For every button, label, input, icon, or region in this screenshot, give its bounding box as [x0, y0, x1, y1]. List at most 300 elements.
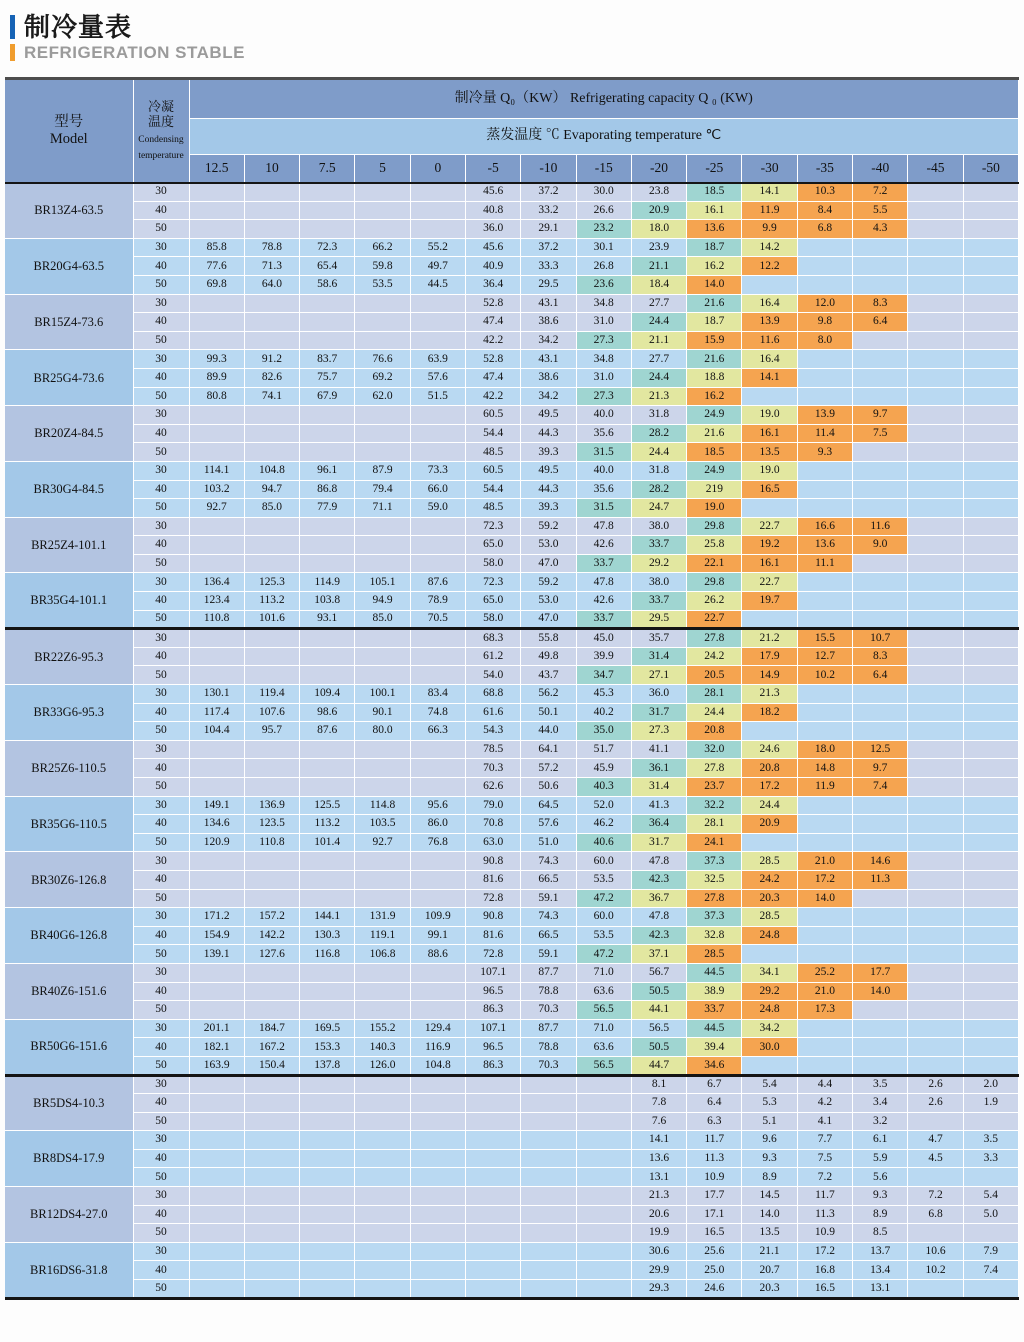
- capacity-cell: 107.1: [465, 963, 520, 982]
- capacity-cell: 106.8: [355, 945, 410, 964]
- capacity-cell: [963, 1168, 1018, 1187]
- capacity-cell: [189, 778, 244, 797]
- table-row: [5, 443, 1019, 462]
- capacity-cell: [521, 1131, 576, 1150]
- capacity-cell: 47.8: [576, 517, 631, 536]
- capacity-cell: 56.5: [576, 1056, 631, 1075]
- capacity-cell: 17.3: [797, 1001, 852, 1020]
- capacity-cell: [908, 1038, 963, 1057]
- capacity-cell: 47.4: [465, 313, 520, 332]
- capacity-cell: [410, 1001, 465, 1020]
- capacity-cell: 44.5: [687, 1019, 742, 1038]
- capacity-cell: [742, 722, 797, 741]
- condensing-temp-cell: 30: [133, 740, 189, 759]
- capacity-cell: 9.8: [797, 313, 852, 332]
- capacity-cell: [355, 1112, 410, 1131]
- table-row: [5, 350, 1019, 369]
- capacity-cell: [908, 368, 963, 387]
- capacity-cell: 27.3: [631, 722, 686, 741]
- capacity-cell: [300, 1131, 355, 1150]
- capacity-cell: [244, 1112, 299, 1131]
- capacity-cell: 6.8: [797, 220, 852, 239]
- capacity-cell: 5.0: [963, 1205, 1018, 1224]
- capacity-cell: [300, 406, 355, 425]
- capacity-cell: 38.0: [631, 573, 686, 592]
- capacity-cell: 7.7: [797, 1131, 852, 1150]
- capacity-cell: 83.4: [410, 685, 465, 704]
- capacity-cell: [797, 257, 852, 276]
- capacity-cell: 19.2: [742, 536, 797, 555]
- capacity-cell: [300, 201, 355, 220]
- capacity-cell: 44.0: [521, 722, 576, 741]
- capacity-cell: 37.2: [521, 238, 576, 257]
- capacity-cell: [244, 1168, 299, 1187]
- capacity-cell: [963, 870, 1018, 889]
- capacity-cell: 9.7: [853, 406, 908, 425]
- condensing-temp-cell: 30: [133, 908, 189, 927]
- capacity-cell: 123.4: [189, 592, 244, 611]
- table-row: [5, 573, 1019, 592]
- capacity-cell: [300, 1224, 355, 1243]
- capacity-cell: [410, 629, 465, 648]
- capacity-cell: [355, 1131, 410, 1150]
- condensing-temp-cell: 50: [133, 722, 189, 741]
- capacity-cell: 72.8: [465, 945, 520, 964]
- capacity-cell: 50.5: [631, 982, 686, 1001]
- capacity-cell: 16.1: [687, 201, 742, 220]
- temp-column-header: -35: [797, 155, 852, 183]
- capacity-cell: [908, 554, 963, 573]
- model-cell: BR20Z4-84.5: [5, 406, 133, 462]
- capacity-cell: [189, 1094, 244, 1113]
- capacity-cell: 44.3: [521, 480, 576, 499]
- capacity-cell: [576, 1224, 631, 1243]
- capacity-cell: 140.3: [355, 1038, 410, 1057]
- table-row: [5, 201, 1019, 220]
- capacity-cell: [908, 647, 963, 666]
- capacity-cell: 40.9: [465, 257, 520, 276]
- capacity-cell: [355, 647, 410, 666]
- table-row: [5, 257, 1019, 276]
- capacity-cell: 17.7: [853, 963, 908, 982]
- capacity-cell: 65.0: [465, 592, 520, 611]
- model-cell: BR25G4-73.6: [5, 350, 133, 406]
- capacity-cell: 24.6: [687, 1280, 742, 1299]
- capacity-cell: [410, 517, 465, 536]
- capacity-cell: [189, 331, 244, 350]
- condensing-temp-cell: 40: [133, 926, 189, 945]
- table-row: [5, 331, 1019, 350]
- capacity-cell: [355, 1242, 410, 1261]
- capacity-cell: [355, 852, 410, 871]
- condensing-temp-cell: 50: [133, 1224, 189, 1243]
- capacity-cell: 157.2: [244, 908, 299, 927]
- capacity-cell: 114.1: [189, 461, 244, 480]
- capacity-cell: 65.0: [465, 536, 520, 555]
- capacity-cell: [410, 740, 465, 759]
- capacity-cell: 20.8: [742, 759, 797, 778]
- capacity-cell: [576, 1112, 631, 1131]
- condensing-temp-cell: 40: [133, 424, 189, 443]
- capacity-cell: [797, 238, 852, 257]
- capacity-cell: 96.1: [300, 461, 355, 480]
- capacity-cell: 56.7: [631, 963, 686, 982]
- capacity-cell: [908, 982, 963, 1001]
- table-row: [5, 517, 1019, 536]
- capacity-cell: 52.8: [465, 294, 520, 313]
- capacity-cell: 44.1: [631, 1001, 686, 1020]
- table-row: [5, 1094, 1019, 1113]
- capacity-cell: [853, 480, 908, 499]
- capacity-cell: 26.8: [576, 257, 631, 276]
- capacity-cell: [355, 870, 410, 889]
- capacity-cell: [465, 1168, 520, 1187]
- capacity-cell: [355, 554, 410, 573]
- capacity-cell: 34.2: [521, 387, 576, 406]
- capacity-cell: 42.6: [576, 536, 631, 555]
- capacity-cell: [355, 1280, 410, 1299]
- capacity-cell: 52.0: [576, 796, 631, 815]
- capacity-cell: 86.0: [410, 815, 465, 834]
- capacity-cell: 11.9: [797, 778, 852, 797]
- capacity-cell: [908, 889, 963, 908]
- table-row: [5, 1168, 1019, 1187]
- capacity-cell: 78.8: [521, 1038, 576, 1057]
- capacity-cell: 6.4: [853, 313, 908, 332]
- table-row: [5, 1075, 1019, 1094]
- capacity-cell: 104.8: [244, 461, 299, 480]
- capacity-cell: [963, 852, 1018, 871]
- capacity-cell: [244, 647, 299, 666]
- table-row: [5, 870, 1019, 889]
- capacity-cell: 62.6: [465, 778, 520, 797]
- capacity-cell: [410, 1075, 465, 1094]
- capacity-cell: [300, 1094, 355, 1113]
- capacity-cell: 109.4: [300, 685, 355, 704]
- capacity-cell: 36.7: [631, 889, 686, 908]
- capacity-cell: 47.2: [576, 889, 631, 908]
- condensing-temp-cell: 50: [133, 666, 189, 685]
- capacity-cell: [465, 1242, 520, 1261]
- table-row: [5, 387, 1019, 406]
- capacity-cell: 59.0: [410, 499, 465, 518]
- capacity-cell: [244, 554, 299, 573]
- capacity-cell: [244, 982, 299, 1001]
- capacity-cell: 24.8: [742, 1001, 797, 1020]
- capacity-cell: 64.1: [521, 740, 576, 759]
- temp-column-header: -10: [521, 155, 576, 183]
- capacity-cell: 18.5: [687, 183, 742, 202]
- capacity-cell: 28.1: [687, 685, 742, 704]
- capacity-cell: [300, 183, 355, 202]
- capacity-cell: 22.1: [687, 554, 742, 573]
- capacity-cell: [410, 1131, 465, 1150]
- capacity-cell: [244, 852, 299, 871]
- capacity-cell: 31.0: [576, 368, 631, 387]
- capacity-cell: [189, 1187, 244, 1206]
- capacity-cell: 32.0: [687, 740, 742, 759]
- capacity-cell: 14.9: [742, 666, 797, 685]
- condensing-temp-cell: 30: [133, 294, 189, 313]
- capacity-cell: 182.1: [189, 1038, 244, 1057]
- capacity-cell: 27.8: [687, 759, 742, 778]
- capacity-cell: [797, 1019, 852, 1038]
- capacity-cell: 107.1: [465, 1019, 520, 1038]
- capacity-cell: [300, 963, 355, 982]
- capacity-cell: 61.6: [465, 703, 520, 722]
- capacity-cell: [244, 759, 299, 778]
- capacity-cell: 8.4: [797, 201, 852, 220]
- capacity-cell: 83.7: [300, 350, 355, 369]
- capacity-cell: [963, 1019, 1018, 1038]
- condensing-temp-cell: 30: [133, 573, 189, 592]
- capacity-cell: 48.5: [465, 499, 520, 518]
- capacity-cell: [189, 1242, 244, 1261]
- capacity-cell: 103.8: [300, 592, 355, 611]
- condensing-temp-cell: 50: [133, 1112, 189, 1131]
- capacity-cell: [189, 1075, 244, 1094]
- condensing-temp-cell: 30: [133, 963, 189, 982]
- condensing-temp-cell: 30: [133, 852, 189, 871]
- capacity-cell: 14.8: [797, 759, 852, 778]
- capacity-cell: 51.5: [410, 387, 465, 406]
- capacity-cell: 80.8: [189, 387, 244, 406]
- condensing-temp-cell: 50: [133, 833, 189, 852]
- capacity-cell: 40.3: [576, 778, 631, 797]
- table-row: [5, 852, 1019, 871]
- capacity-cell: 59.1: [521, 945, 576, 964]
- capacity-cell: 117.4: [189, 703, 244, 722]
- capacity-cell: 53.0: [521, 536, 576, 555]
- capacity-cell: [410, 852, 465, 871]
- capacity-cell: 34.6: [687, 1056, 742, 1075]
- condensing-temp-cell: 40: [133, 368, 189, 387]
- capacity-cell: [908, 275, 963, 294]
- capacity-cell: 171.2: [189, 908, 244, 927]
- capacity-cell: 66.0: [410, 480, 465, 499]
- capacity-cell: 24.6: [742, 740, 797, 759]
- capacity-cell: 29.1: [521, 220, 576, 239]
- table-row: [5, 1224, 1019, 1243]
- capacity-cell: 98.6: [300, 703, 355, 722]
- condensing-temp-cell: 30: [133, 1075, 189, 1094]
- capacity-cell: [355, 331, 410, 350]
- capacity-cell: [300, 536, 355, 555]
- condensing-temp-column-header: 冷凝 温度 Condensing temperature: [133, 79, 189, 183]
- condensing-temp-cell: 50: [133, 945, 189, 964]
- capacity-cell: [742, 1056, 797, 1075]
- capacity-cell: 59.2: [521, 517, 576, 536]
- capacity-cell: [244, 1205, 299, 1224]
- capacity-cell: [853, 331, 908, 350]
- capacity-cell: 57.6: [521, 815, 576, 834]
- capacity-cell: 110.8: [244, 833, 299, 852]
- table-row: [5, 1242, 1019, 1261]
- capacity-cell: 11.3: [797, 1205, 852, 1224]
- capacity-cell: 59.1: [521, 889, 576, 908]
- capacity-cell: 66.2: [355, 238, 410, 257]
- capacity-cell: 38.6: [521, 313, 576, 332]
- capacity-cell: [410, 183, 465, 202]
- capacity-cell: 136.4: [189, 573, 244, 592]
- capacity-cell: 119.1: [355, 926, 410, 945]
- capacity-cell: [189, 443, 244, 462]
- capacity-cell: [355, 183, 410, 202]
- capacity-cell: 5.5: [853, 201, 908, 220]
- capacity-cell: [244, 517, 299, 536]
- capacity-cell: [465, 1149, 520, 1168]
- table-row: [5, 722, 1019, 741]
- capacity-cell: [797, 1038, 852, 1057]
- capacity-cell: 72.3: [465, 517, 520, 536]
- capacity-cell: [521, 1261, 576, 1280]
- capacity-cell: 42.2: [465, 331, 520, 350]
- condensing-temp-cell: 50: [133, 1056, 189, 1075]
- capacity-cell: 7.6: [631, 1112, 686, 1131]
- capacity-cell: [410, 1094, 465, 1113]
- condensing-temp-cell: 40: [133, 1261, 189, 1280]
- capacity-cell: 19.0: [687, 499, 742, 518]
- capacity-cell: 71.3: [244, 257, 299, 276]
- capacity-cell: [521, 1280, 576, 1299]
- capacity-cell: 8.3: [853, 647, 908, 666]
- capacity-cell: 45.3: [576, 685, 631, 704]
- capacity-cell: 80.0: [355, 722, 410, 741]
- capacity-cell: 60.0: [576, 852, 631, 871]
- table-row: [5, 461, 1019, 480]
- capacity-cell: 85.8: [189, 238, 244, 257]
- capacity-cell: [797, 275, 852, 294]
- capacity-cell: [465, 1075, 520, 1094]
- condensing-temp-cell: 40: [133, 870, 189, 889]
- capacity-cell: 11.9: [742, 201, 797, 220]
- capacity-cell: [244, 331, 299, 350]
- capacity-cell: 14.6: [853, 852, 908, 871]
- capacity-cell: [963, 703, 1018, 722]
- capacity-cell: 16.5: [742, 480, 797, 499]
- capacity-cell: [963, 647, 1018, 666]
- capacity-band-header: 制冷量 Q₀（KW） Refrigerating capacity Q ₀ (KW): [189, 79, 1019, 119]
- capacity-cell: [244, 1261, 299, 1280]
- capacity-cell: 90.1: [355, 703, 410, 722]
- model-column-header: 型号 Model: [5, 79, 133, 183]
- capacity-cell: 89.9: [189, 368, 244, 387]
- capacity-cell: [355, 536, 410, 555]
- capacity-cell: 3.4: [853, 1094, 908, 1113]
- title-accent-bar-orange: [10, 44, 15, 61]
- capacity-cell: 51.0: [521, 833, 576, 852]
- capacity-cell: 16.5: [797, 1280, 852, 1299]
- capacity-cell: [963, 592, 1018, 611]
- condensing-temp-cell: 50: [133, 499, 189, 518]
- capacity-cell: 33.7: [576, 554, 631, 573]
- condensing-temp-cell: 40: [133, 201, 189, 220]
- capacity-cell: 17.1: [687, 1205, 742, 1224]
- temp-column-header: 12.5: [189, 155, 244, 183]
- capacity-cell: 90.8: [465, 852, 520, 871]
- capacity-cell: [853, 554, 908, 573]
- capacity-cell: 72.3: [465, 573, 520, 592]
- temp-column-header: -30: [742, 155, 797, 183]
- capacity-cell: 116.9: [410, 1038, 465, 1057]
- capacity-cell: [300, 443, 355, 462]
- capacity-cell: [576, 1168, 631, 1187]
- capacity-cell: 43.1: [521, 294, 576, 313]
- capacity-cell: [742, 833, 797, 852]
- capacity-cell: 43.1: [521, 350, 576, 369]
- capacity-cell: [521, 1187, 576, 1206]
- capacity-cell: 29.5: [521, 275, 576, 294]
- capacity-cell: 24.4: [631, 368, 686, 387]
- capacity-cell: 54.0: [465, 666, 520, 685]
- capacity-cell: 11.4: [797, 424, 852, 443]
- capacity-cell: [410, 1168, 465, 1187]
- capacity-cell: [963, 517, 1018, 536]
- capacity-cell: [244, 740, 299, 759]
- capacity-cell: 24.2: [742, 870, 797, 889]
- capacity-cell: [521, 1205, 576, 1224]
- capacity-cell: 85.0: [355, 610, 410, 629]
- capacity-cell: 24.2: [687, 647, 742, 666]
- capacity-cell: 24.7: [631, 499, 686, 518]
- capacity-cell: 7.2: [797, 1168, 852, 1187]
- capacity-cell: 20.9: [742, 815, 797, 834]
- capacity-cell: [853, 275, 908, 294]
- capacity-cell: 72.3: [300, 238, 355, 257]
- temp-column-header: -50: [963, 155, 1018, 183]
- capacity-cell: 27.3: [576, 387, 631, 406]
- capacity-cell: 95.7: [244, 722, 299, 741]
- capacity-cell: [355, 313, 410, 332]
- table-row: [5, 554, 1019, 573]
- capacity-cell: [963, 387, 1018, 406]
- model-cell: BR50G6-151.6: [5, 1019, 133, 1075]
- capacity-cell: [963, 926, 1018, 945]
- capacity-cell: 104.4: [189, 722, 244, 741]
- capacity-cell: [853, 833, 908, 852]
- capacity-cell: [300, 424, 355, 443]
- capacity-cell: [244, 1094, 299, 1113]
- capacity-cell: [244, 889, 299, 908]
- capacity-cell: 87.6: [410, 573, 465, 592]
- temp-column-header: -15: [576, 155, 631, 183]
- capacity-cell: [797, 387, 852, 406]
- capacity-cell: 41.1: [631, 740, 686, 759]
- capacity-cell: 116.8: [300, 945, 355, 964]
- capacity-cell: 30.0: [742, 1038, 797, 1057]
- capacity-cell: 13.6: [631, 1149, 686, 1168]
- capacity-cell: 93.1: [300, 610, 355, 629]
- capacity-cell: 18.4: [631, 275, 686, 294]
- capacity-cell: 5.9: [853, 1149, 908, 1168]
- capacity-cell: [797, 685, 852, 704]
- capacity-cell: [189, 201, 244, 220]
- capacity-cell: [410, 294, 465, 313]
- capacity-cell: 107.6: [244, 703, 299, 722]
- capacity-cell: 70.3: [521, 1001, 576, 1020]
- capacity-cell: [410, 1205, 465, 1224]
- capacity-cell: [355, 778, 410, 797]
- capacity-cell: [465, 1280, 520, 1299]
- capacity-cell: [300, 1112, 355, 1131]
- capacity-cell: [963, 759, 1018, 778]
- capacity-cell: 126.0: [355, 1056, 410, 1075]
- capacity-cell: [963, 629, 1018, 648]
- capacity-cell: [963, 1001, 1018, 1020]
- table-row: [5, 703, 1019, 722]
- condensing-temp-cell: 50: [133, 387, 189, 406]
- capacity-cell: 4.1: [797, 1112, 852, 1131]
